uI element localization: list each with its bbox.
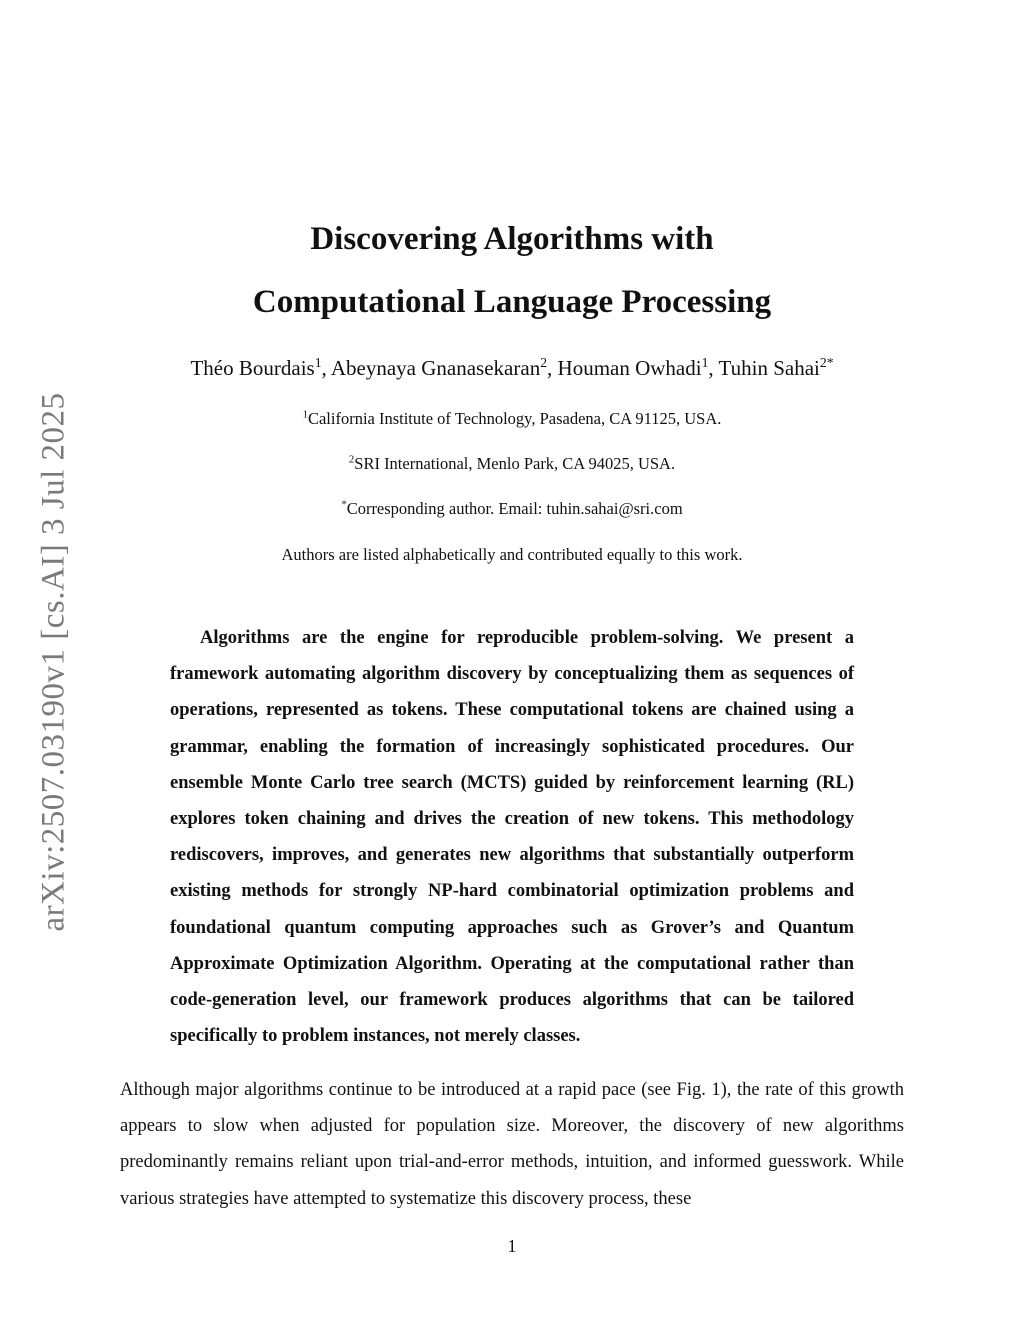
title-line-2: Computational Language Processing bbox=[252, 284, 772, 320]
equal-contribution-note: Authors are listed alphabetically and contributed equally to this work. bbox=[281, 545, 743, 564]
author-separator: , bbox=[321, 356, 331, 380]
affiliation-text: SRI International, Menlo Park, CA 94025, USA. bbox=[354, 454, 676, 473]
affiliation-mark: 2 bbox=[348, 453, 355, 466]
corresponding-author-note bbox=[0, 499, 1024, 519]
author-affiliation-mark: 1 bbox=[314, 355, 322, 370]
affiliation-caltech bbox=[0, 409, 1024, 429]
intro-paragraph: Although major algorithms continue to be introduced at a rapid pace (see Fig. 1), the rate of this growth appears to slow when adjusted for population size. Moreover, the discovery of new algorithms predominantly remains reliant upon trial-and-error methods, intuition, and informed guesswork. While various strategies have attempted to systematize this discovery process, these bbox=[120, 1080, 904, 1209]
author-separator: , bbox=[547, 356, 558, 380]
author-affiliation-mark: 2* bbox=[819, 355, 834, 370]
author-separator: , bbox=[708, 356, 719, 380]
page-number: 1 bbox=[507, 1236, 517, 1256]
affiliation-sri bbox=[0, 454, 1024, 474]
abstract: Algorithms are the engine for reproducible problem-solving. We present a framework automating algorithm discovery by conceptualizing them as sequences of operations, represented as tokens. These computational tokens are chained using a grammar, enabling the formation of increasingly sophisticated procedures. Our ensemble Monte Carlo tree search (MCTS) guided by reinforcement learning (RL) explores token chaining and drives the creation of new tokens. This methodology rediscovers, improves, and generates new algorithms that substantially outperform existing methods for strongly NP-hard combinatorial optimization problems and foundational quantum computing approaches such as Grover’s and Quantum Approximate Optimization Algorithm. Operating at the computational rather than code-generation level, our framework produces algorithms that can be tailored specifically to problem instances, not merely classes. bbox=[170, 628, 854, 1047]
author-name: Théo Bourdais bbox=[190, 356, 315, 380]
author-affiliation-mark: 1 bbox=[701, 355, 709, 370]
author-name: Tuhin Sahai bbox=[718, 356, 820, 380]
affiliation-mark: 1 bbox=[302, 408, 308, 421]
affiliation-mark: * bbox=[341, 498, 347, 511]
title-line-1: Discovering Algorithms with bbox=[310, 221, 714, 257]
corresponding-author-text: Corresponding author. Email: tuhin.sahai@sri.com bbox=[346, 499, 683, 518]
arxiv-identifier-stamp: arXiv:2507.03190v1 [cs.AI] 3 Jul 2025 bbox=[35, 392, 72, 932]
author-affiliation-mark: 2 bbox=[540, 355, 548, 370]
author-name: Abeynaya Gnanasekaran bbox=[330, 356, 541, 380]
paper-title bbox=[0, 208, 1024, 334]
affiliation-text: California Institute of Technology, Pasadena, CA 91125, USA. bbox=[307, 409, 722, 428]
author-name: Houman Owhadi bbox=[557, 356, 702, 380]
author-list bbox=[0, 356, 1024, 381]
